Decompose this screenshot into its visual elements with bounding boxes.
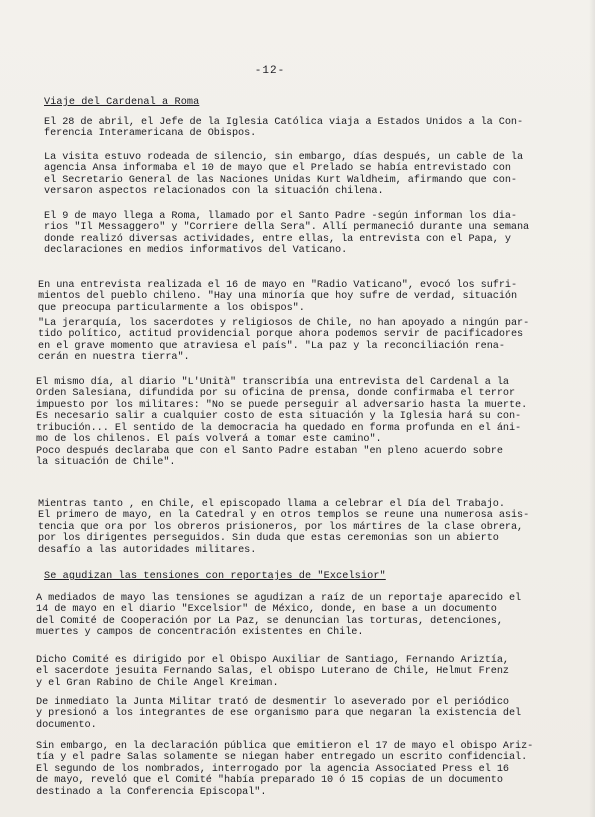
text-line: y el Gran Rabino de Chile Angel Kreiman. [36,677,279,689]
text-line: 14 de mayo en el diario "Excelsior" de México, donde, en base a un documento [36,604,497,616]
text-line: Dicho Comité es dirigido por el Obispo Auxiliar de Santiago, Fernando Ariztía, [36,655,509,666]
paragraph [44,117,574,140]
paragraph [36,741,566,798]
page-edge-shadow [589,0,595,817]
text-line: De inmediato la Junta Militar trató de desmentir lo aseverado por el periódico [36,697,509,708]
text-line: impuesto por los militares: "No se puede perseguir al adversario hasta la muerte. [36,399,528,411]
text-line: el Secretario General de las Naciones Unidas Kurt Waldheim, afirmando que con- [44,174,517,186]
text-line: por los dirigentes perseguidos. Sin duda que estas ceremonias son un abierto [38,533,499,545]
text-line: tía y el padre Salas solamente se niegan haber entregado un escrito confidencial. [36,752,528,764]
paragraph [36,655,566,689]
text-line: Poco después declaraba que con el Santo Padre estaban "en pleno acuerdo sobre [36,446,503,457]
text-line: destinado a la Conferencia Episcopal". [36,786,267,798]
text-line: El mismo día, al diario "L'Unità" transcribía una entrevista del Cardenal a la [36,377,509,388]
text-line: tido político, actitud providencial porque ahora podemos servir de pacificadores [38,329,524,341]
text-line: rios "Il Messaggero" y "Corriere della Sera". Allí permaneció durante una semana [44,222,530,234]
text-line: El segundo de los nombrados, interrogado por la agencia Associated Press el 16 [36,763,509,775]
text-line: del Comité de Cooperación por La Paz, se denuncian las torturas, detenciones, [36,615,503,627]
text-line: Mientras tanto , en Chile, el episcopado llama a celebrar el Día del Trabajo. [38,499,505,510]
text-line: el sacerdote jesuita Fernando Salas, el obispo Luterano de Chile, Helmut Frenz [36,666,509,678]
paragraph [36,446,566,469]
paragraph [38,280,568,314]
text-line: Sin embargo, en la declaración pública que emitieron el 17 de mayo el obispo Ariz- [36,741,534,752]
paragraph [44,152,574,198]
text-line: tribución... El sentido de la democracia ha quedado en forma profunda en el áni- [36,422,522,434]
text-line: En una entrevista realizada el 16 de mayo en "Radio Vaticano", evocó los sufri- [38,280,518,291]
paragraph [36,593,566,639]
section-heading: Viaje del Cardenal a Roma [44,97,200,108]
text-line: que preocupa particularmente a los obispos". [38,302,305,314]
text-line: tencia que ora por los obreros prisioneros, por los mártires de la clase obrera, [38,521,524,533]
text-line: La visita estuvo rodeada de silencio, sin embargo, días después, un cable de la [44,152,524,163]
text-line: El 9 de mayo llega a Roma, llamado por el Santo Padre -según informan los dia- [44,211,517,222]
page-number: -12- [254,65,286,77]
text-line: y presionó a los integrantes de ese organismo para que negaran la existencia del [36,708,522,720]
text-line: mientos del pueblo chileno. "Hay una minoría que hoy sufre de verdad, situación [38,291,518,303]
paragraph [36,377,566,445]
text-line: de mayo, reveló que el Comité "había preparado 10 ó 15 copias de un documento [36,775,503,787]
text-line: El primero de mayo, en la Catedral y en otros templos se reune una numerosa asis- [38,510,530,522]
text-line: mo de los chilenos. El país volverá a tomar este camino". [36,434,382,446]
text-line: cerán en nuestra tierra". [38,352,190,364]
text-line: Es necesario salir a cualquier costo de esta situación y la Iglesia hará su con- [36,411,522,423]
text-line: agencia Ansa informaba el 10 de mayo que el Prelado se había entrevistado con [44,163,511,175]
paragraph [44,211,574,257]
text-line: El 28 de abril, el Jefe de la Iglesia Católica viaja a Estados Unidos a la Con- [44,117,524,128]
text-line: Orden Salesiana, difundida por su oficina de prensa, donde confirmaba el terror [36,388,516,400]
text-line: A mediados de mayo las tensiones se agudizan a raíz de un reportaje aparecido el [36,593,522,604]
text-line: muertes y campos de concentración existentes en Chile. [36,627,364,639]
text-line: donde realizó diversas actividades, entre ellas, la entrevista con el Papa, y [44,233,511,245]
paragraph [38,318,568,364]
text-line: ferencia Interamericana de Obispos. [44,128,257,140]
text-line: versaron aspectos relacionados con la situación chilena. [44,186,384,198]
paragraph [36,697,566,731]
text-line: en el grave momento que atraviesa el país". "La paz y la reconciliación rena- [38,340,505,352]
paragraph [38,499,568,556]
text-line: la situación de Chile". [36,457,176,469]
text-line: documento. [36,719,97,731]
section-heading: Se agudizan las tensiones con reportajes de "Excelsior" [44,571,386,582]
text-line: "La jerarquía, los sacerdotes y religiosos de Chile, no han apoyado a ningún par- [38,318,530,329]
text-line: declaraciones en medios informativos del Vaticano. [44,245,348,257]
text-line: desafío a las autoridades militares. [38,544,257,556]
